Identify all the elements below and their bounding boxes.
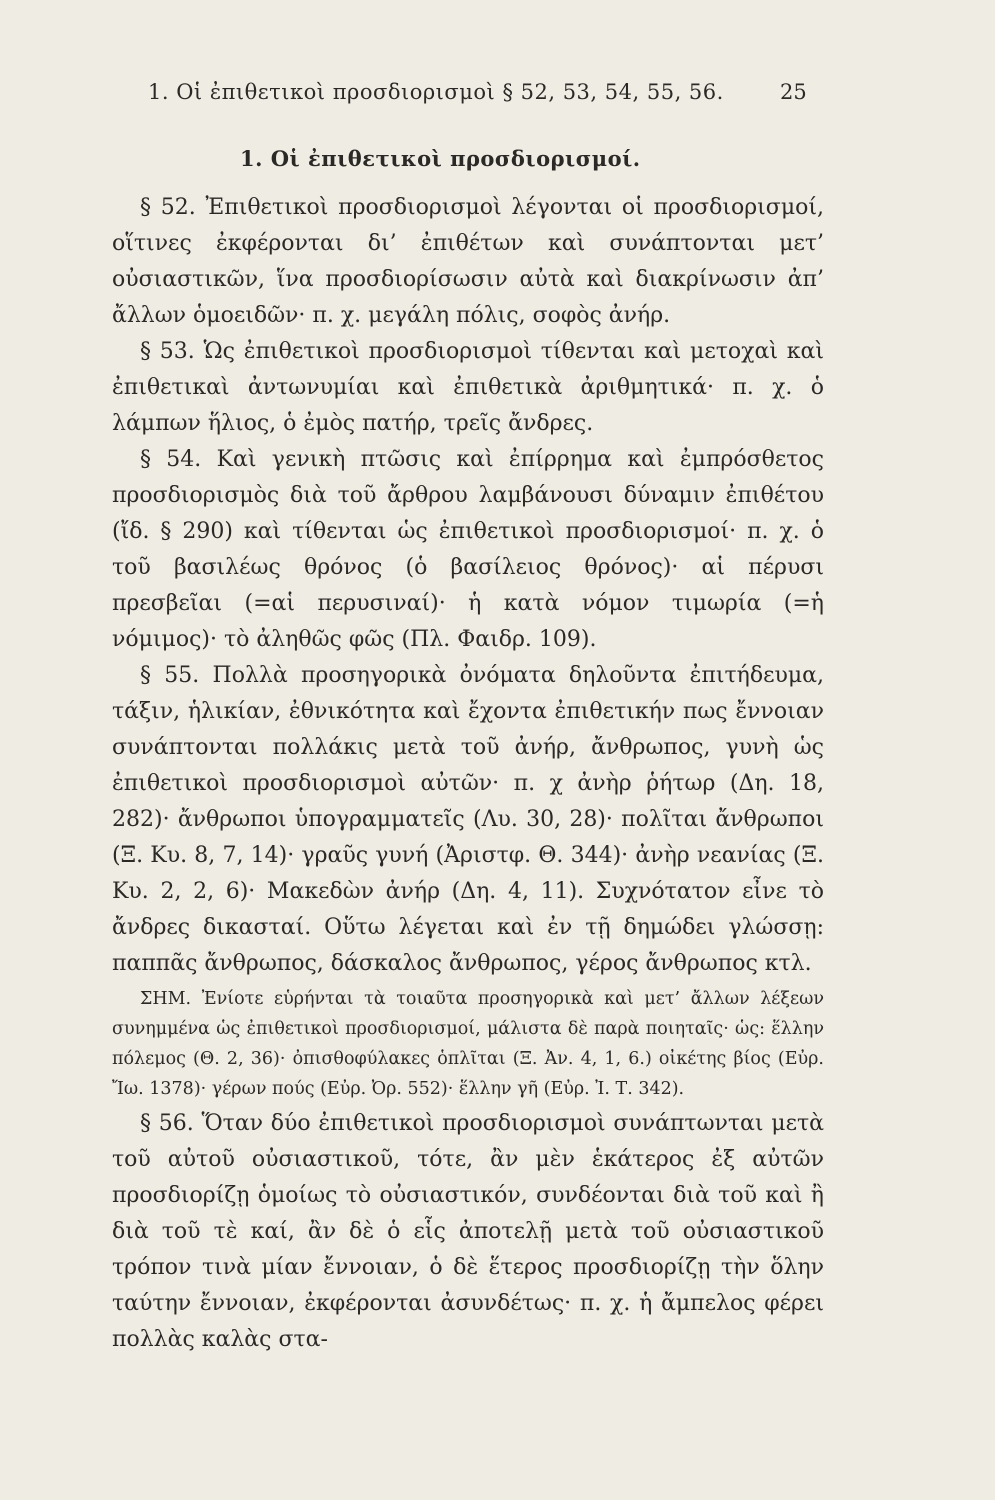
paragraph-52: § 52. Ἐπιθετικοὶ προσδιορισμοὶ λέγονται οἱ προσδιορισμοί, οἵτινες ἐκφέρονται δι’ ἐπιθέτων καὶ συνάπτονται μετ’ οὐσιαστικῶν, ἵνα προσδιορίσωσιν αὐτὰ καὶ διακρίνωσιν ἀπ’ ἄλλων ὁμοειδῶν· π. χ. μεγάλη πόλις, σοφὸς ἀνήρ.: [112, 195, 824, 328]
note-paragraph: ΣΗΜ. Ἐνίοτε εὑρήνται τὰ τοιαῦτα προσηγορικὰ καὶ μετ’ ἄλλων λέξεων συνημμένα ὡς ἐπιθετικοὶ προσδιορισμοί, μάλιστα δὲ παρὰ ποιηταῖς· ὡς: ἕλλην πόλεμος (Θ. 2, 36)· ὀπισθοφύλακες ὁπλῖται (Ξ. Ἀν. 4, 1, 6.) οἰκέτης βίος (Εὐρ. Ἴω. 1378)· γέρων πούς (Εὐρ. Ὀρ. 552)· ἕλλην γῆ (Εὐρ. Ἰ. Τ. 342).: [112, 989, 824, 1099]
page-number: 25: [780, 80, 807, 104]
body-text: [112, 190, 824, 1358]
paragraph-53: § 53. Ὡς ἐπιθετικοὶ προσδιορισμοὶ τίθενται καὶ μετοχαὶ καὶ ἐπιθετικαὶ ἀντωνυμίαι καὶ ἐπιθετικὰ ἀριθμητικά· π. χ. ὁ λάμπων ἥλιος, ὁ ἐμὸς πατήρ, τρεῖς ἄνδρες.: [112, 339, 824, 436]
paragraph-56: § 56. Ὅταν δύο ἐπιθετικοὶ προσδιορισμοὶ συνάπτωνται μετὰ τοῦ αὐτοῦ οὐσιαστικοῦ, τότε, ἂν μὲν ἑκάτερος ἐξ αὐτῶν προσδιορίζῃ ὁμοίως τὸ οὐσιαστικόν, συνδέονται διὰ τοῦ καὶ ἢ διὰ τοῦ τὲ καί, ἂν δὲ ὁ εἷς ἀποτελῇ μετὰ τοῦ οὐσιαστικοῦ τρόπον τινὰ μίαν ἔννοιαν, ὁ δὲ ἕτερος προσδιορίζῃ τὴν ὅλην ταύτην ἔννοιαν, ἐκφέρονται ἀσυνδέτως· π. χ. ἡ ἄμπελος φέρει πολλὰς καλὰς στα-: [112, 1111, 824, 1352]
paragraph-55: § 55. Πολλὰ προσηγορικὰ ὀνόματα δηλοῦντα ἐπιτήδευμα, τάξιν, ἡλικίαν, ἐθνικότητα καὶ ἔχοντα ἐπιθετικήν πως ἔννοιαν συνάπτονται πολλάκις μετὰ τοῦ ἀνήρ, ἄνθρωπος, γυνὴ ὡς ἐπιθετικοὶ προσδιορισμοὶ αὐτῶν· π. χ ἀνὴρ ῥήτωρ (Δη. 18, 282)· ἄνθρωποι ὑπογραμματεῖς (Λυ. 30, 28)· πολῖται ἄνθρωποι (Ξ. Κυ. 8, 7, 14)· γραῦς γυνή (Ἀριστφ. Θ. 344)· ἀνὴρ νεανίας (Ξ. Κυ. 2, 2, 6)· Μακεδὼν ἀνήρ (Δη. 4, 11). Συχνότατον εἶνε τὸ ἄνδρες δικασταί. Οὕτω λέγεται καὶ ἐν τῇ δημώδει γλώσσῃ: παππᾶς ἄνθρωπος, δάσκαλος ἄνθρωπος, γέρος ἄνθρωπος κτλ.: [112, 663, 824, 976]
paragraph-54: § 54. Καὶ γενικὴ πτῶσις καὶ ἐπίρρημα καὶ ἐμπρόσθετος προσδιορισμὸς διὰ τοῦ ἄρθρου λαμβάνουσι δύναμιν ἐπιθέτου (ἴδ. § 290) καὶ τίθενται ὡς ἐπιθετικοὶ προσδιορισμοί· π. χ. ὁ τοῦ βασιλέως θρόνος (ὁ βασίλειος θρόνος)· αἱ πέρυσι πρεσβεῖαι (=αἱ περυσιναί)· ἡ κατὰ νόμον τιμωρία (=ἡ νόμιμος)· τὸ ἀληθῶς φῶς (Πλ. Φαιδρ. 109).: [112, 447, 824, 652]
section-title: 1. Οἱ ἐπιθετικοὶ προσδιορισμοί.: [240, 146, 641, 171]
running-head: 1. Οἱ ἐπιθετικοὶ προσδιορισμοὶ § 52, 53, 54, 55, 56.: [148, 80, 724, 104]
